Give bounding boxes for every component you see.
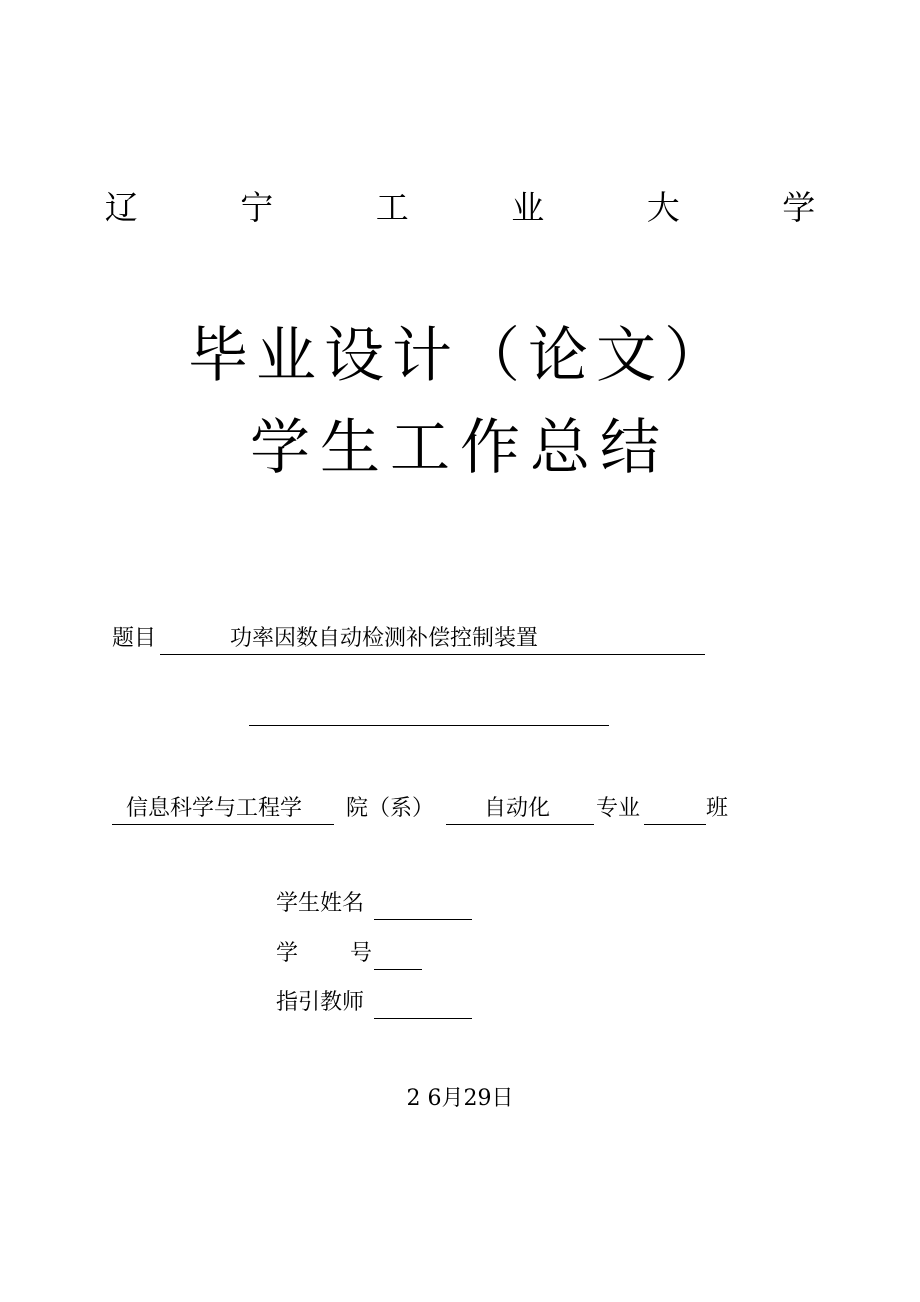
major-suffix: 专业 <box>596 796 641 821</box>
department-value: 信息科学与工程学 <box>126 796 303 821</box>
class-suffix: 班 <box>706 796 729 821</box>
university-name: 辽 宁 工 业 大 学 <box>104 188 862 227</box>
student-id-underline <box>374 939 422 970</box>
department-suffix: 院（系） <box>346 796 435 821</box>
major-value: 自动化 <box>484 796 551 821</box>
student-id-label <box>276 939 372 969</box>
student-name-underline <box>374 889 472 920</box>
document-subtitle: 学生工作总结 <box>250 413 670 483</box>
student-name-label: 学生姓名 <box>276 891 365 916</box>
class-underline <box>644 794 706 825</box>
student-id-label-char1: 学 <box>276 941 299 966</box>
document-title: 毕业设计（论文） <box>188 321 732 391</box>
topic-label: 题目 <box>112 626 157 651</box>
student-id-label-char2: 号 <box>350 941 373 966</box>
topic-second-underline <box>249 725 609 726</box>
topic-value: 功率因数自动检测补偿控制装置 <box>230 626 539 651</box>
advisor-underline <box>374 988 472 1019</box>
advisor-label: 指引教师 <box>276 990 365 1015</box>
date: 2 6月29日 <box>406 1086 514 1111</box>
